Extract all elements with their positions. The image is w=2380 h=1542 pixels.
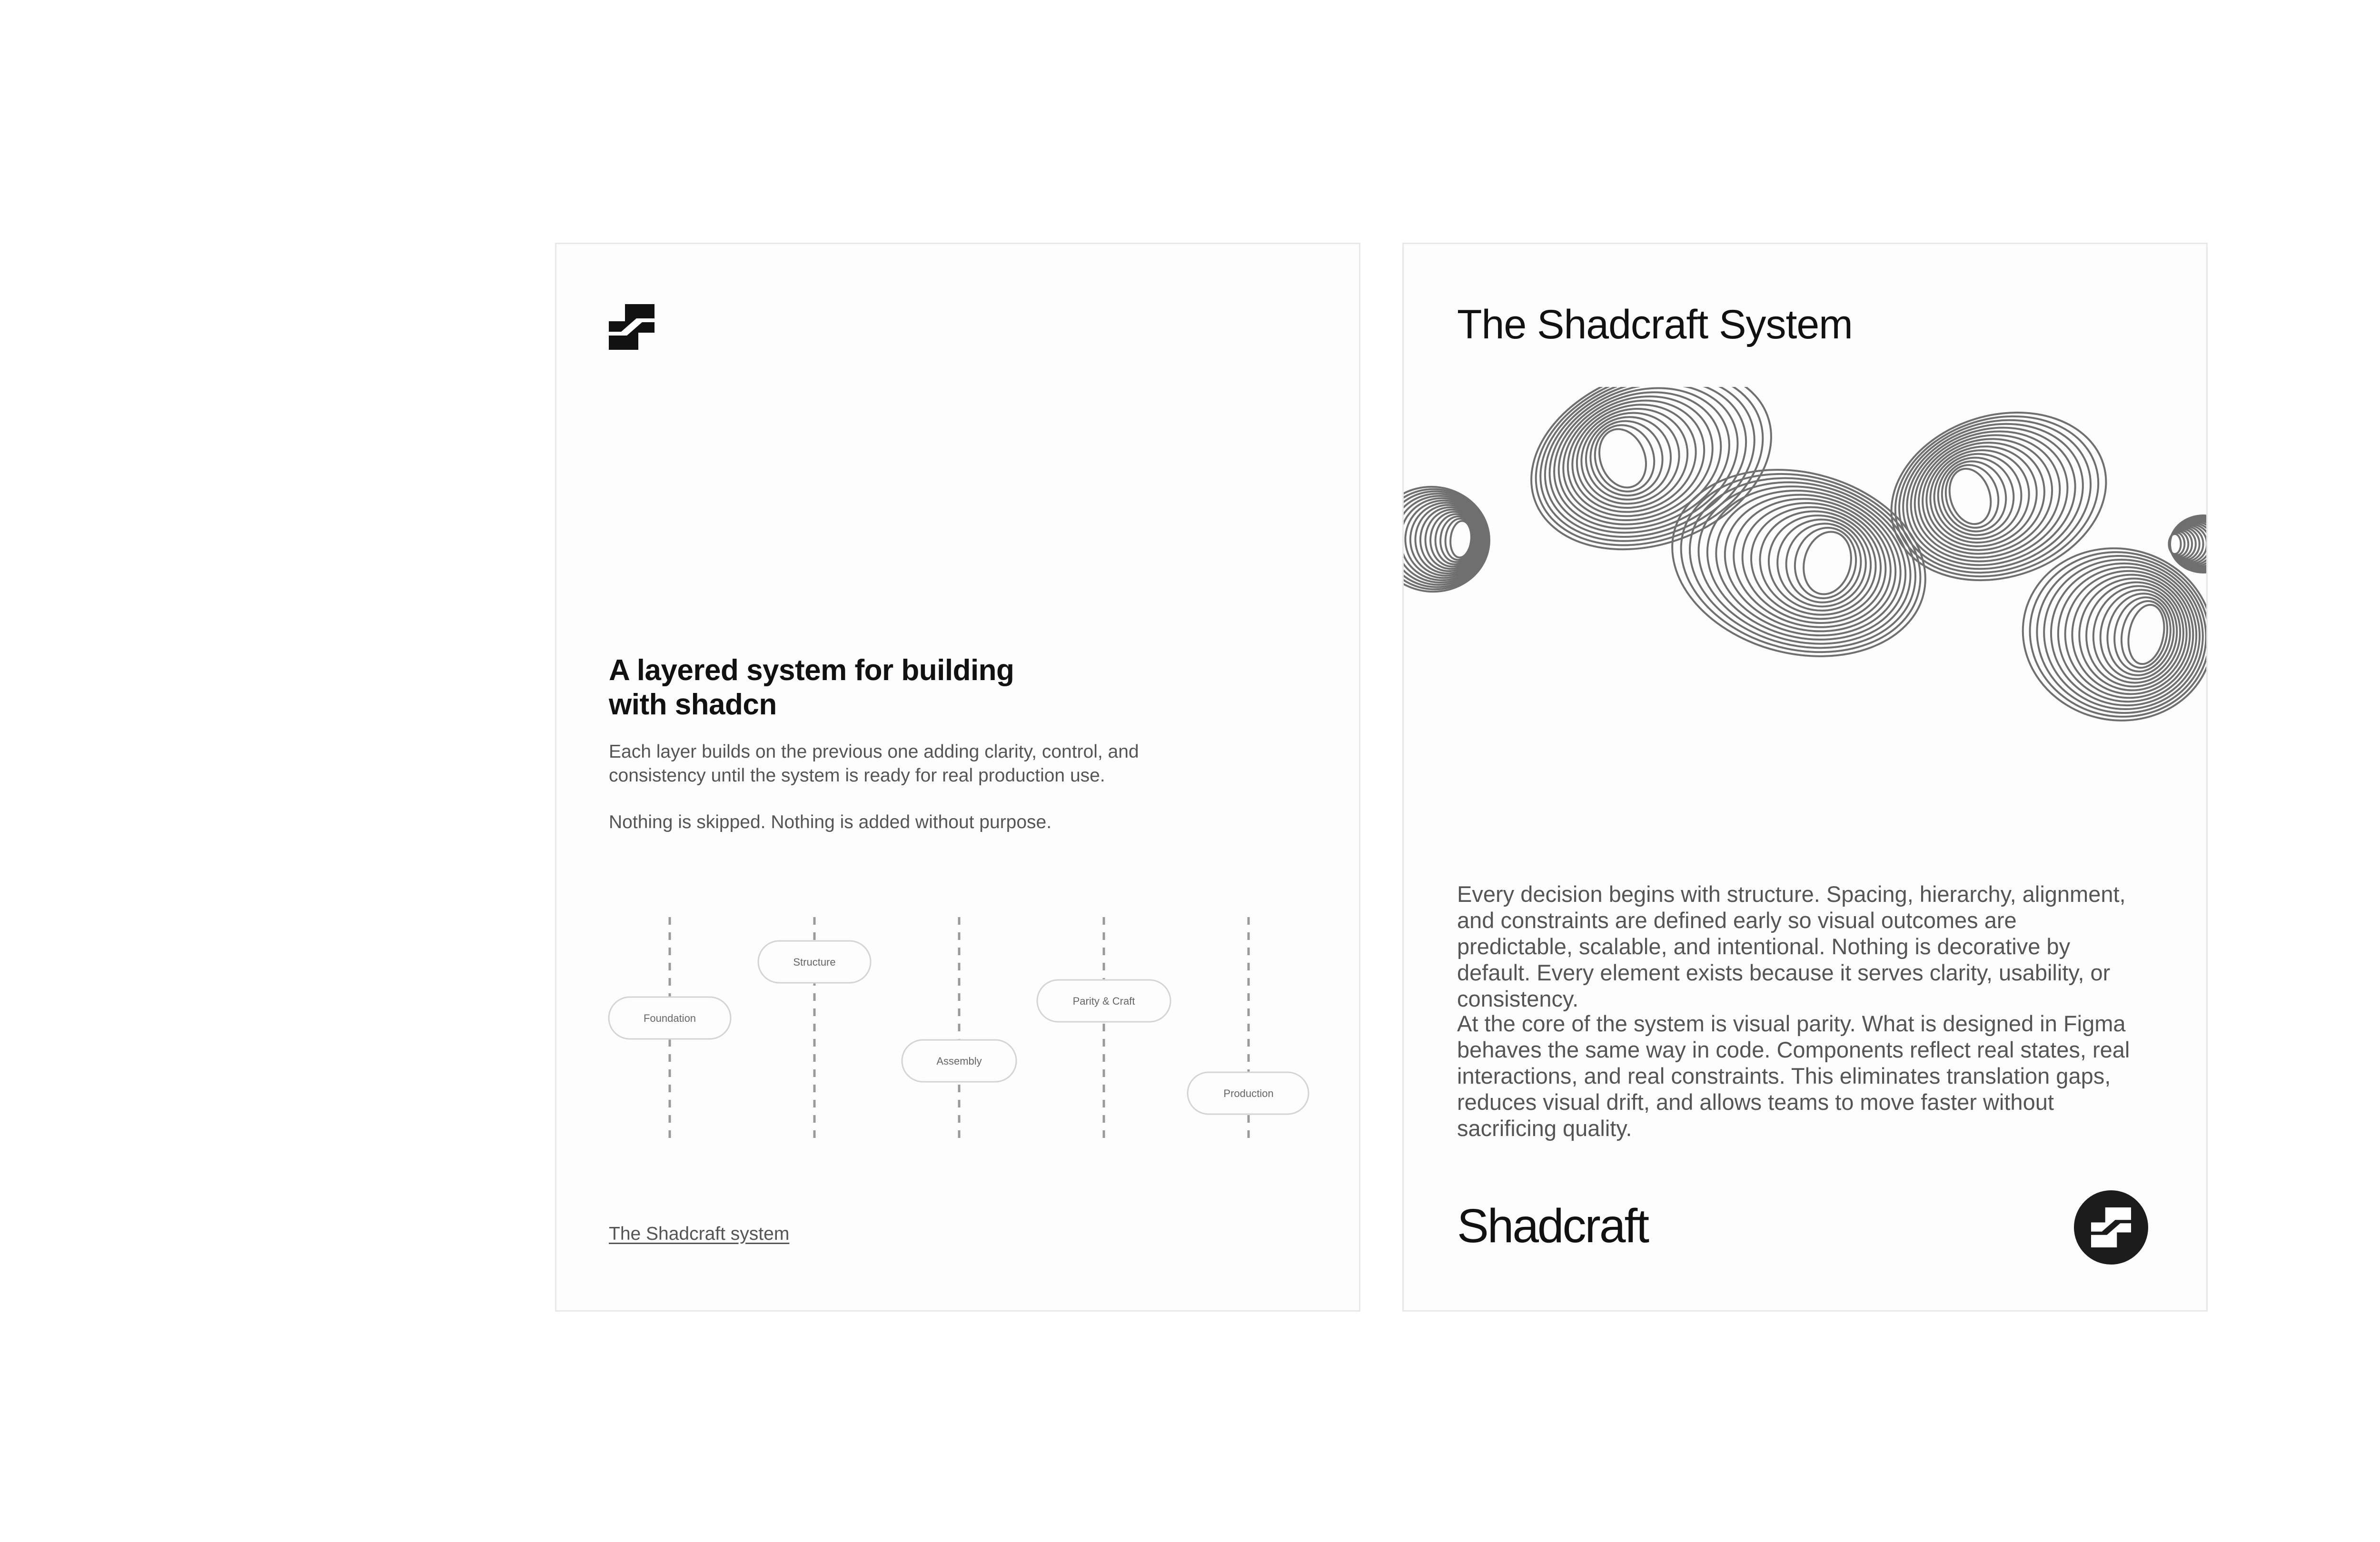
page-title: The Shadcraft System bbox=[1457, 302, 1853, 347]
shadcraft-system-link[interactable]: The Shadcraft system bbox=[609, 1224, 790, 1244]
shadcraft-badge bbox=[2074, 1190, 2148, 1265]
purpose-paragraph: Nothing is skipped. Nothing is added without purpose. bbox=[609, 812, 1052, 832]
wave-line bbox=[1919, 438, 2041, 555]
layer-label-structure: Structure bbox=[793, 956, 836, 968]
parity-paragraph: At the core of the system is visual parity. What is designed in Figma behaves the same way in code. Components reflect real states, real interactions, and real constraints. This eliminates translation gaps, reduces visual drift, and allows teams to move faster without sacrificing quality. bbox=[1457, 1011, 2130, 1141]
intro-paragraph: Each layer builds on the previous one adding clarity, control, and consistency until the system is ready for real production use. bbox=[609, 741, 1139, 786]
layer-label-assembly: Assembly bbox=[936, 1055, 982, 1067]
heading-line-1: A layered system for building bbox=[609, 654, 1014, 687]
left-card bbox=[555, 243, 1360, 1312]
layer-diagram bbox=[556, 244, 1360, 1312]
layer-label-parity: Parity & Craft bbox=[1072, 995, 1135, 1007]
heading-line-2: with shadcn bbox=[609, 688, 777, 721]
line-wave-illustration bbox=[1404, 387, 2208, 863]
structure-paragraph: Every decision begins with structure. Spacing, hierarchy, alignment, and constraints are defined early so visual outcomes are predictable, scalable, and intentional. Nothing is decorative by default. Every element exists because it serves clarity, usability, or consistency. bbox=[1457, 881, 2126, 1011]
shadcraft-mark-icon bbox=[2091, 1207, 2131, 1247]
right-card bbox=[1402, 243, 2208, 1312]
layer-label-foundation: Foundation bbox=[643, 1012, 696, 1024]
shadcraft-wordmark: Shadcraft bbox=[1457, 1199, 1648, 1253]
layer-label-production: Production bbox=[1223, 1087, 1274, 1099]
wave-line bbox=[1768, 510, 1875, 616]
